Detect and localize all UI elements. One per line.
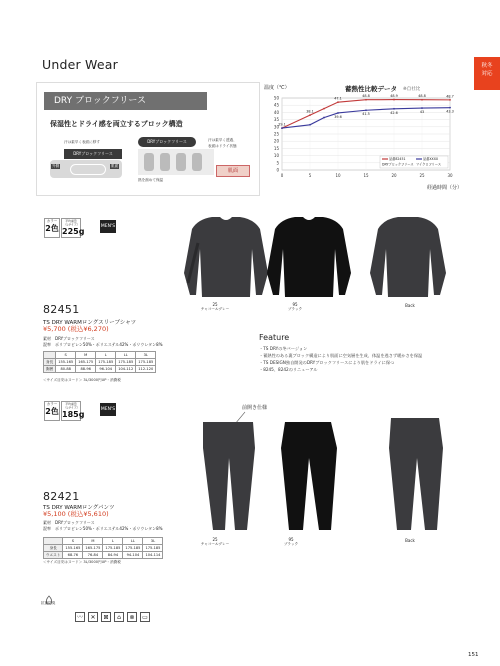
chart-subtitle: ※自社比: [403, 87, 421, 92]
shirt-back-label: Back: [405, 303, 415, 308]
chart-y-tick: 0: [276, 167, 279, 173]
color-count-label: カラー: [46, 219, 58, 223]
chart-legend-code: 品番XXXX: [423, 157, 439, 162]
fabric-label-left: DRYブロックフリース: [64, 149, 122, 159]
shirt-color-1-code: 25: [212, 302, 218, 307]
size-cell: ウエスト: [44, 552, 63, 559]
chart-point: [337, 101, 339, 103]
chart-x-tick: 15: [363, 173, 369, 178]
shirt-color-2-name: ブラック: [287, 307, 303, 311]
size-cell: 68-76: [63, 552, 83, 559]
tag-inner: 肌面: [111, 164, 119, 168]
size-cell: 104-112: [116, 366, 136, 373]
shirt-back-image: [370, 217, 446, 297]
size-table: [43, 351, 156, 373]
size-cell: LL: [123, 538, 143, 545]
weight-value: 185g: [62, 410, 85, 419]
size-cell: L: [103, 538, 123, 545]
chart-data-label: 42.6: [390, 110, 398, 115]
feature-panel-heading: DRY ブロックフリース: [44, 92, 207, 110]
no-tumble-dry-icon: ⊠: [101, 612, 111, 622]
season-tab: [474, 57, 500, 90]
weight-label: 平均重量（Lサイズ）: [63, 219, 80, 227]
size-cell: 88-96: [76, 366, 96, 373]
pants-black-image: [281, 422, 337, 530]
page-title: Under Wear: [42, 57, 118, 72]
chart-y-tick: 5: [276, 160, 279, 166]
size-cell: 3L: [143, 538, 163, 545]
chart-point: [309, 124, 311, 126]
chart-point: [449, 107, 451, 109]
weight-label: 平均重量（Lサイズ）: [63, 402, 80, 410]
wash-icon: 〰: [76, 614, 83, 621]
product-price: ¥5,100 (税込¥5,610): [43, 510, 109, 518]
size-cell: [44, 538, 63, 545]
heat-retention-chart: [262, 92, 458, 186]
chart-title: 蓄熱性比較データ: [345, 85, 397, 93]
no-dry-clean-icon: ⊗: [127, 612, 137, 622]
chart-data-label: 48.9: [390, 94, 398, 99]
composition-line: 混率 ポリプロピレン50%・ポリエステル42%・ポリウレタン8%: [43, 526, 163, 531]
chart-y-tick: 35: [273, 117, 279, 123]
chart-point: [365, 109, 367, 111]
weight-badge: [61, 218, 85, 238]
chart-y-tick: 30: [273, 124, 279, 130]
chart-point: [421, 107, 423, 109]
chart-point: [393, 108, 395, 110]
color-count-badge: [44, 401, 60, 421]
chart-point: [281, 127, 283, 129]
chart-point: [323, 108, 325, 110]
chart-legend-code: 品番82451: [389, 157, 406, 162]
chart-point: [449, 99, 451, 101]
size-cell: 94-104: [123, 552, 143, 559]
size-row: [44, 552, 163, 559]
size-cell: 身長: [44, 359, 56, 366]
chart-data-label: 43: [419, 110, 425, 115]
pants-color-1-code: 25: [212, 537, 218, 542]
product-code: 82451: [43, 303, 80, 316]
no-bleach-icon: ✕: [88, 612, 98, 622]
chart-point: [365, 99, 367, 101]
size-row: [44, 359, 156, 366]
size-cell: 175-185: [116, 359, 136, 366]
feature-bullet: ・TS DESIGN独自開発のDRYブロックフリースにより肌をドライに保つ: [259, 360, 395, 365]
antibacterial-label: 抗菌防臭: [41, 601, 56, 605]
pants-color-2-code: 95: [288, 537, 294, 542]
chart-x-tick: 0: [280, 173, 284, 178]
chart-data-label: 39.6: [334, 114, 342, 119]
chart-x-tick: 10: [335, 173, 341, 178]
pants-back-label: Back: [405, 538, 415, 543]
size-cell: M: [83, 538, 103, 545]
color-count-label: カラー: [46, 402, 58, 406]
chart-legend-name: DRYブロックフリース: [382, 162, 414, 167]
chart-x-tick: 5: [308, 173, 312, 178]
tag-outer: 外側: [52, 164, 60, 168]
size-header-row: [44, 352, 156, 359]
size-cell: 175-185: [123, 545, 143, 552]
chart-x-tick: 20: [391, 173, 397, 178]
shirt-color-1: [200, 302, 230, 312]
fabric-diagram-right: [136, 131, 254, 189]
season-tab-line2: 対応: [481, 71, 493, 77]
chart-data-label: 29.1: [278, 122, 286, 127]
size-cell: 96-104: [96, 366, 116, 373]
chart-data-label: 48.8: [418, 94, 426, 99]
feature-bullet: ・TS DRYの冬バージョン: [259, 346, 308, 351]
chart-x-label: 経過時間（分）: [427, 185, 463, 191]
product-name: TS DRY WARMロングパンツ: [43, 505, 115, 511]
feature-panel-tagline: 保湿性とドライ感を両立するブロック構造: [50, 120, 183, 128]
size-cell: 80-88: [56, 366, 76, 373]
size-cell: S: [56, 352, 76, 359]
size-cell: 胸囲: [44, 366, 56, 373]
chart-y-tick: 50: [273, 95, 279, 101]
chart-y-tick: 15: [273, 145, 279, 151]
chart-data-label: 48.7: [446, 94, 454, 99]
chart-y-label: 温度（℃）: [264, 85, 290, 91]
chart-data-label: 48.8: [362, 94, 370, 99]
size-cell: 84-94: [103, 552, 123, 559]
fabric-diagram-left: [50, 140, 122, 184]
chart-data-label: 43.3: [446, 109, 454, 114]
fabric-label-right: DRYブロックフリース: [138, 137, 196, 147]
material-line: 素材 DRYブロックフリース: [43, 520, 95, 525]
iron-low-icon: ⌂: [114, 612, 124, 622]
chart-y-tick: 45: [273, 102, 279, 108]
shirt-black-image: [267, 217, 351, 297]
size-table: [43, 537, 163, 559]
feature-bullet: ・8245、8242のリニューアル: [259, 367, 318, 372]
product-name: TS DRY WARMロングスリーブシャツ: [43, 320, 137, 326]
size-row: [44, 366, 156, 373]
chart-point: [393, 99, 395, 101]
page-number: 151: [468, 652, 479, 658]
chart-x-tick: 30: [447, 173, 453, 178]
size-header-row: [44, 538, 163, 545]
size-cell: 身長: [44, 545, 63, 552]
fabric-note-bottom: 熱を溜めて保温: [138, 178, 164, 182]
airflow-loop-icon: [70, 164, 106, 175]
mens-badge: MEN'S: [100, 220, 116, 233]
chart-data-label: 38.1: [306, 109, 314, 114]
shirt-charcoal-image: [184, 217, 268, 297]
pants-color-1-name: チャコールグレー: [200, 542, 230, 546]
size-cell: 175-185: [136, 359, 156, 366]
fabric-note-right-1: 汗は素早く透過、: [208, 138, 237, 142]
chart-y-tick: 25: [273, 131, 279, 137]
color-count: 2色: [45, 407, 59, 416]
season-tab-line1: 秋冬: [481, 63, 493, 69]
composition-line: 混率 ポリプロピレン50%・ポリエステル42%・ポリウレタン8%: [43, 342, 163, 347]
product-code: 82421: [43, 490, 80, 503]
shirt-color-2-code: 95: [292, 302, 298, 307]
chart-legend-name: マイクロフリース: [416, 162, 442, 167]
color-count: 2色: [45, 224, 59, 233]
pants-charcoal-image: [203, 422, 255, 530]
size-cell: M: [76, 352, 96, 359]
feature-title: Feature: [259, 333, 290, 342]
chart-point: [323, 117, 325, 119]
size-cell: [44, 352, 56, 359]
fabric-cross-section: [138, 149, 214, 175]
shirt-color-1-name: チャコールグレー: [200, 307, 230, 311]
size-cell: 104-114: [143, 552, 163, 559]
pants-color-2-name: ブラック: [283, 542, 299, 546]
size-cell: 175-185: [103, 545, 123, 552]
chart-data-label: 41.5: [362, 112, 370, 117]
size-cell: 175-185: [143, 545, 163, 552]
size-cell: LL: [116, 352, 136, 359]
material-line: 素材 DRYブロックフリース: [43, 336, 95, 341]
feature-bullet: ・蓄熱性のある裏ブロック構造により肌面に空気層を生成、体温を逃さず暖かさを保温: [259, 353, 423, 358]
size-row: [44, 545, 163, 552]
chart-point: [421, 99, 423, 101]
pants-color-2: [276, 537, 306, 547]
chart-point: [337, 112, 339, 114]
shirt-images: [168, 213, 458, 301]
size-cell: 3L: [136, 352, 156, 359]
fabric-note-left: 汗は素早く表面に移す: [64, 140, 100, 144]
chart-x-tick: 25: [419, 173, 425, 178]
line-dry-icon: ▭: [140, 612, 150, 622]
chart-point: [309, 114, 311, 116]
size-note: ＜サイズ目安はヌード＞ 3L/3000円UP・消費税: [43, 560, 121, 564]
fabric-note-right-2: 表面はドライ状態: [208, 144, 237, 148]
size-cell: 165-175: [83, 545, 103, 552]
front-opening-callout: 前開き仕様: [242, 405, 268, 411]
color-count-badge: [44, 218, 60, 238]
shirt-color-2: [280, 302, 310, 312]
size-cell: 165-175: [76, 359, 96, 366]
pants-color-1: [200, 537, 230, 547]
chart-y-tick: 20: [273, 138, 279, 144]
product-price: ¥5,700 (税込¥6,270): [43, 325, 109, 333]
antibacterial-icon: [44, 590, 54, 600]
chart-y-tick: 10: [273, 153, 279, 159]
chart-y-tick: 40: [273, 109, 279, 115]
size-note: ＜サイズ目安はヌード＞ 3L/3000円UP・消費税: [43, 378, 121, 382]
pants-images: [185, 408, 455, 536]
mens-badge: MEN'S: [100, 403, 116, 416]
size-cell: 175-185: [96, 359, 116, 366]
skin-label: 肌面: [216, 165, 250, 177]
size-cell: 76-84: [83, 552, 103, 559]
size-cell: L: [96, 352, 116, 359]
size-cell: 155-165: [63, 545, 83, 552]
chart-data-label: 47.1: [334, 96, 342, 101]
size-cell: S: [63, 538, 83, 545]
size-cell: 112-120: [136, 366, 156, 373]
size-cell: 155-165: [56, 359, 76, 366]
pants-back-image: [389, 418, 443, 530]
weight-value: 225g: [62, 227, 85, 236]
weight-badge: [61, 401, 85, 421]
